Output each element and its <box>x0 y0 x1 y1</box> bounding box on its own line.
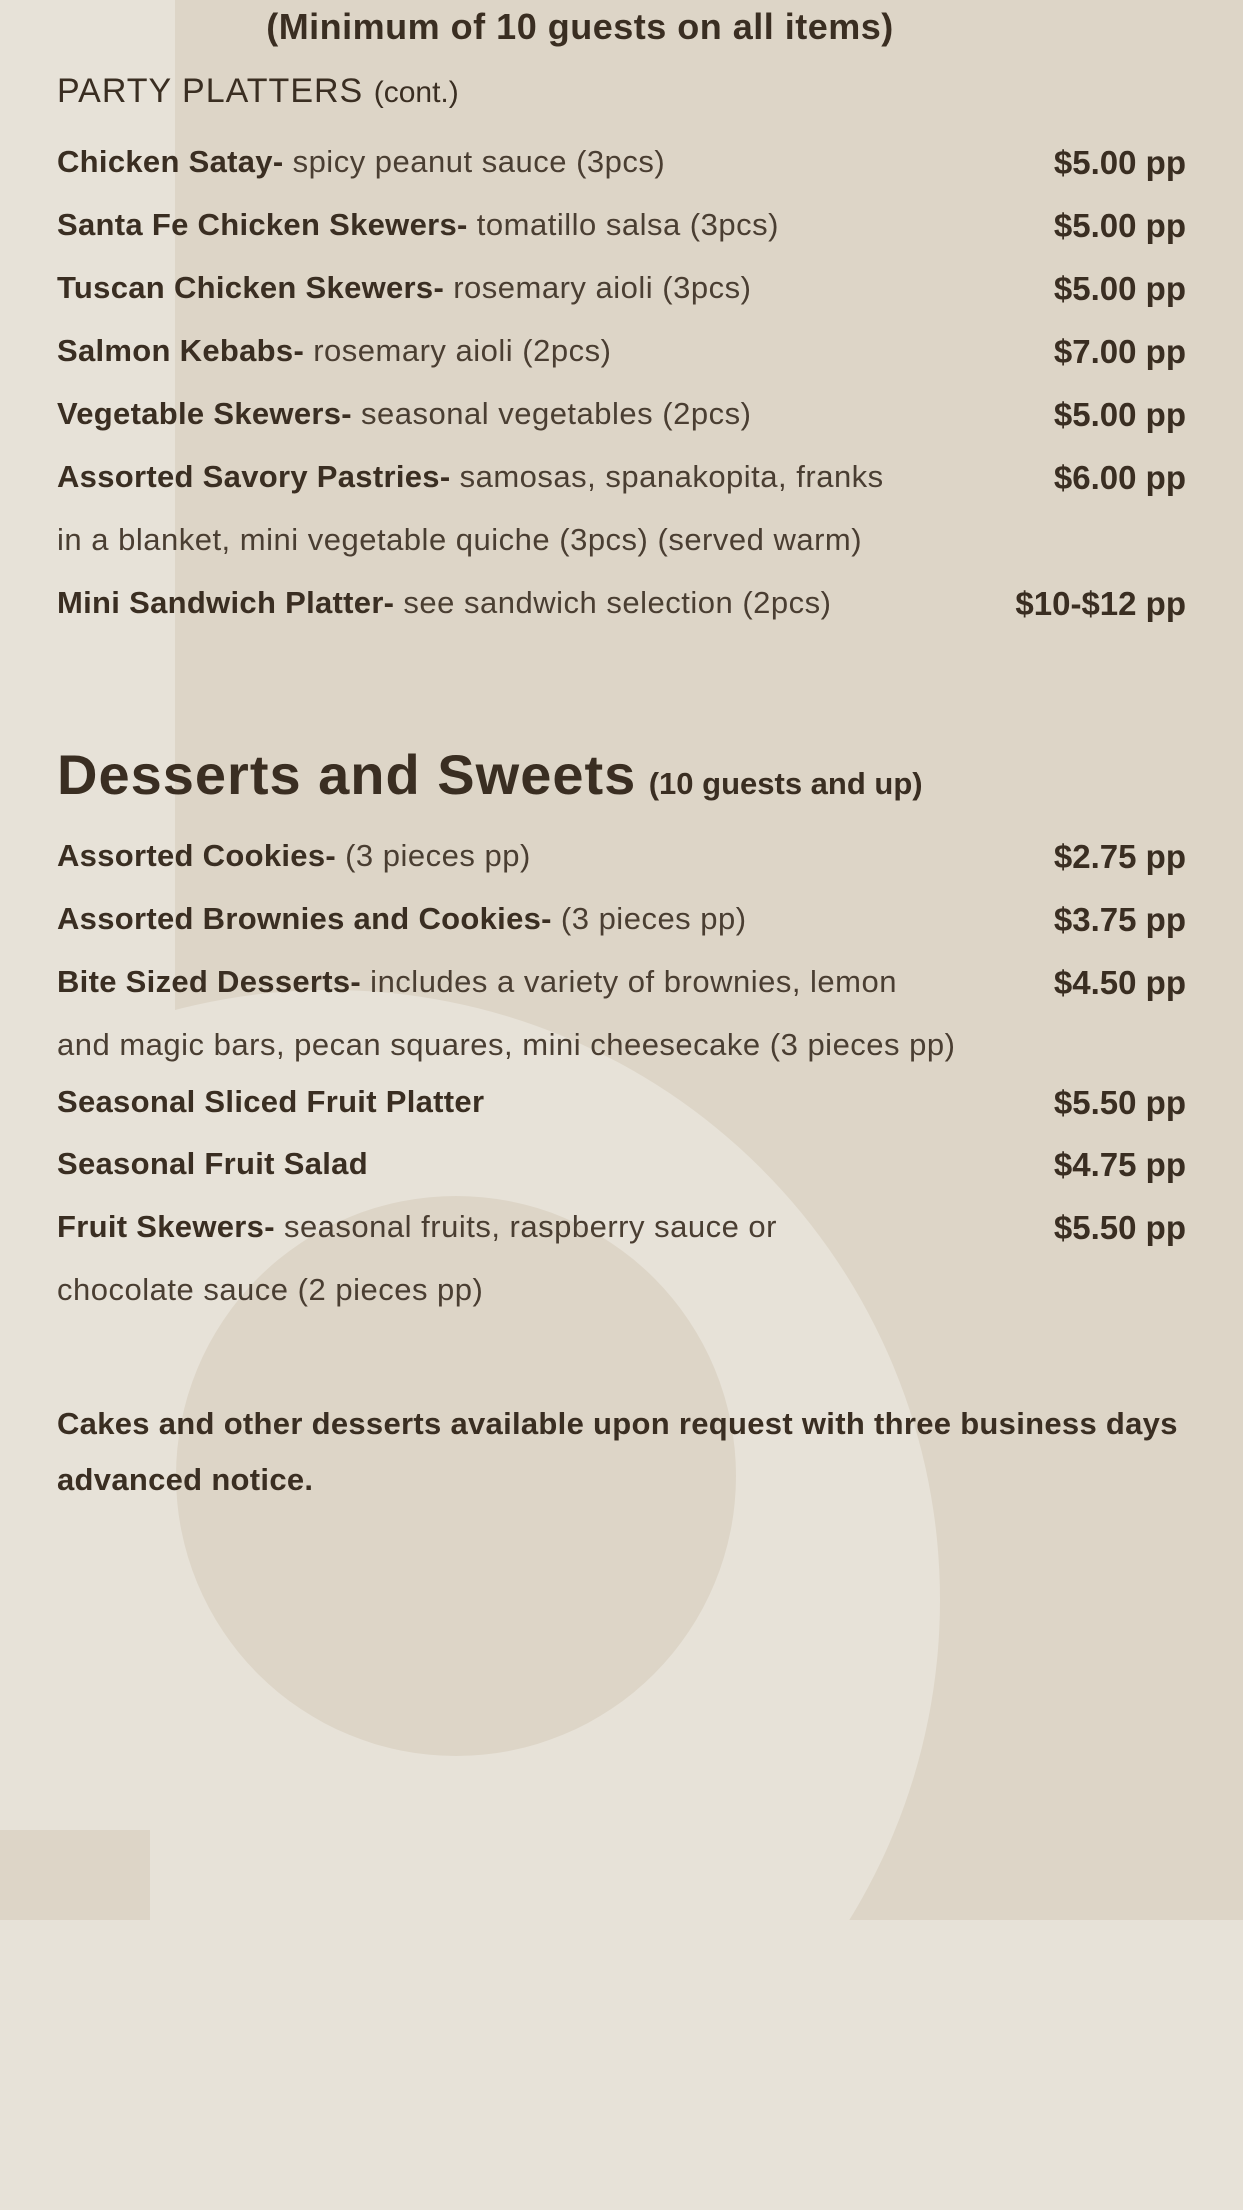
menu-item-seasonal-sliced-fruit-platter <box>57 1084 1186 1144</box>
menu-item-chicken-satay <box>57 144 1186 204</box>
menu-item-tuscan-chicken-skewers <box>57 270 1186 330</box>
menu-item-santa-fe-chicken-skewers <box>57 207 1186 267</box>
desserts-title: Desserts and Sweets <box>57 743 637 806</box>
item-price: $5.00 pp <box>1053 396 1186 433</box>
party-platters-title: PARTY PLATTERS <box>57 72 364 110</box>
item-name: Salmon Kebabs- <box>57 333 305 368</box>
desserts-subtitle: (10 guests and up) <box>648 766 923 801</box>
item-name: Assorted Savory Pastries- <box>57 459 451 494</box>
item-name: Assorted Cookies- <box>57 838 336 873</box>
item-detail: seasonal vegetables (2pcs) <box>351 396 752 431</box>
item-name: Chicken Satay- <box>57 144 284 179</box>
menu-item-salmon-kebabs <box>57 333 1186 393</box>
item-detail: samosas, spanakopita, franks <box>450 459 884 494</box>
menu-item-seasonal-fruit-salad <box>57 1146 1186 1206</box>
item-name: Seasonal Sliced Fruit Platter <box>57 1084 485 1119</box>
item-name: Santa Fe Chicken Skewers- <box>57 207 468 242</box>
party-platters-suffix: (cont.) <box>373 76 459 109</box>
item-price: $4.50 pp <box>1053 964 1186 1001</box>
item-price: $6.00 pp <box>1053 459 1186 496</box>
menu-item-assorted-cookies <box>57 838 1186 898</box>
item-price: $5.00 pp <box>1053 207 1186 244</box>
item-name: Mini Sandwich Platter- <box>57 585 395 620</box>
item-detail-continued: in a blanket, mini vegetable quiche (3pcs) (served warm) <box>57 522 863 557</box>
desserts-heading <box>57 742 923 807</box>
minimum-guests-note: (Minimum of 10 guests on all items) <box>266 6 894 47</box>
item-price: $5.00 pp <box>1053 144 1186 181</box>
item-price: $10-$12 pp <box>1015 585 1186 622</box>
item-price: $2.75 pp <box>1053 838 1186 875</box>
menu-item-vegetable-skewers <box>57 396 1186 456</box>
item-name: Fruit Skewers- <box>57 1209 275 1244</box>
item-detail: includes a variety of brownies, lemon <box>361 964 897 999</box>
menu-item-mini-sandwich-platter <box>57 585 1186 645</box>
menu-item-assorted-brownies-and-cookies <box>57 901 1186 961</box>
menu-item-fruit-skewers <box>57 1209 1186 1269</box>
item-name: Vegetable Skewers- <box>57 396 352 431</box>
item-detail: spicy peanut sauce (3pcs) <box>283 144 666 179</box>
item-detail-continued: and magic bars, pecan squares, mini cheesecake (3 pieces pp) <box>57 1027 956 1062</box>
item-detail: (3 pieces pp) <box>551 901 747 936</box>
item-price: $5.50 pp <box>1053 1084 1186 1121</box>
item-detail-continued: chocolate sauce (2 pieces pp) <box>57 1272 484 1307</box>
item-detail: rosemary aioli (3pcs) <box>444 270 752 305</box>
item-price: $7.00 pp <box>1053 333 1186 370</box>
item-price: $5.50 pp <box>1053 1209 1186 1246</box>
item-name: Tuscan Chicken Skewers- <box>57 270 445 305</box>
item-price: $3.75 pp <box>1053 901 1186 938</box>
item-detail: tomatillo salsa (3pcs) <box>467 207 779 242</box>
cakes-notice: Cakes and other desserts available upon request with three business days advanced notice. <box>57 1406 1178 1497</box>
item-detail: (3 pieces pp) <box>336 838 531 873</box>
party-platters-heading <box>57 72 459 111</box>
item-price: $4.75 pp <box>1053 1146 1186 1183</box>
item-detail: seasonal fruits, raspberry sauce or <box>274 1209 777 1244</box>
menu-item-assorted-savory-pastries <box>57 459 1186 519</box>
item-name: Bite Sized Desserts- <box>57 964 362 999</box>
item-name: Assorted Brownies and Cookies- <box>57 901 552 936</box>
item-name: Seasonal Fruit Salad <box>57 1146 368 1181</box>
item-detail: rosemary aioli (2pcs) <box>304 333 612 368</box>
item-price: $5.00 pp <box>1053 270 1186 307</box>
item-detail: see sandwich selection (2pcs) <box>394 585 832 620</box>
menu-item-bite-sized-desserts <box>57 964 1186 1024</box>
